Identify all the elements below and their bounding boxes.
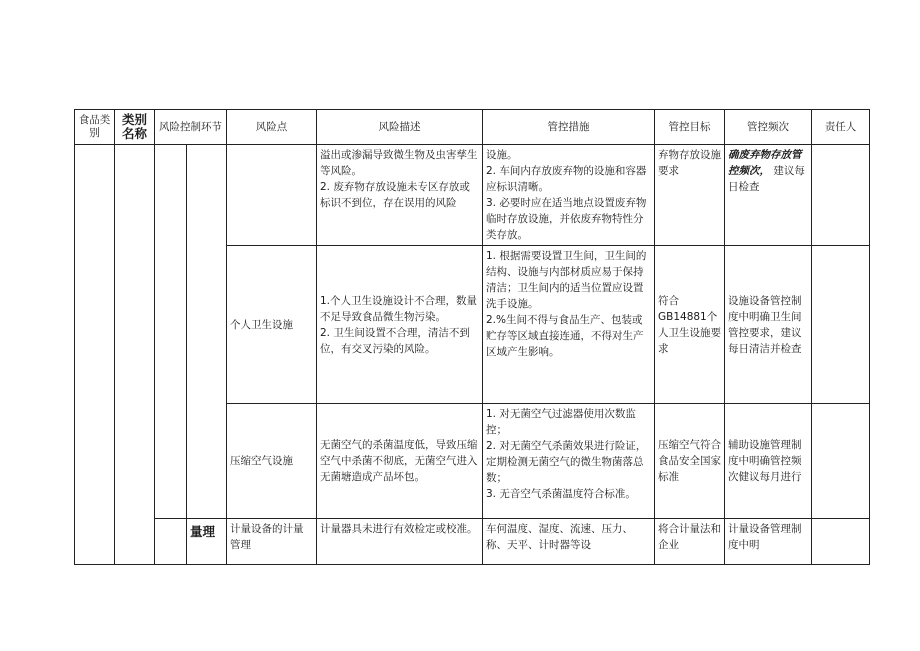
control-measures-cell: 1. 对无菌空气过滤器使用次数监控； 2. 对无菌空气杀菌效果进行险证，定期检测无菌空气的微生物菌落总数； 3. 无音空气杀菌温度符合标准。 [483,404,655,519]
control-frequency-cell: 计量设备管理制度中明 [725,519,812,565]
frequency-text: 建议每日检查 [728,165,805,193]
control-frequency-cell: 辅助设施管理制度中明确管控频次健议每月进行 [725,404,812,519]
risk-point-cell: 个人卫生设施 [227,246,317,404]
table-row [75,519,870,565]
control-target-cell: 弃物存放设施要求 [655,145,725,246]
header-category-name: 类别名称 [115,110,155,145]
risk-description-cell: 计量器具未进行有效检定或校准。 [317,519,483,565]
control-step-subcell [187,246,227,404]
header-responsible-person: 责任人 [812,110,870,145]
header-risk-point: 风险点 [227,110,317,145]
control-step-subcell: 量理 [187,519,227,565]
frequency-emphasis: 确废弃物存放管控频次， [728,149,802,177]
table-row [75,404,870,519]
control-frequency-cell [725,145,812,246]
risk-description-cell: 1.个人卫生设施设计不合理，数量不足导致食品微生物污染。 2. 卫生间设置不合理，清洁不到位，有交叉污染的风险。 [317,246,483,404]
table-row [75,246,870,404]
risk-point-cell: 压缩空气设施 [227,404,317,519]
control-frequency-cell: 设施设备管控制度中明确卫生间管控要求，建议每日清洁并检查 [725,246,812,404]
control-step-cell [155,519,187,565]
header-row [75,110,870,145]
control-target-cell: 将合计量法和企业 [655,519,725,565]
control-step-cell [155,145,187,519]
responsible-person-cell [812,145,870,246]
header-control-measures: 管控措施 [483,110,655,145]
header-control-frequency: 管控频次 [725,110,812,145]
food-category-cell [75,145,115,565]
header-risk-control-step: 风险控制环节 [155,110,227,145]
control-target-cell: 压缩空气符合食品安全国家标准 [655,404,725,519]
header-risk-description: 风险描述 [317,110,483,145]
responsible-person-cell [812,404,870,519]
category-name-cell [115,145,155,565]
risk-control-table [74,109,870,565]
control-measures-cell: 设施。 2. 车间内存放废弃物的设施和容器应标识清晰。 3. 必要时应在适当地点设置废弃物临时存放设施，并依废弃物特性分类存放。 [483,145,655,246]
control-measures-cell: 1. 根据需要设置卫生间，卫生间的结构、设施与内部材质应易于保持清洁；卫生间内的适当位置应设置洗手设施。 2.%生间不得与食品生产、包装或贮存等区域直接连通，不得对生产区域产生影响。 [483,246,655,404]
header-food-category: 食品类别 [75,110,115,145]
risk-description-cell: 无菌空气的杀菌温度低，导致压缩空气中杀菌不彻底，无菌空气进入无菌塘造成产品坏包。 [317,404,483,519]
header-control-target: 管控目标 [655,110,725,145]
responsible-person-cell [812,246,870,404]
responsible-person-cell [812,519,870,565]
control-step-subcell [187,145,227,246]
risk-point-cell: 计量设备的计量管理 [227,519,317,565]
control-target-cell: 符合GB14881个人卫生设施要求 [655,246,725,404]
control-measures-cell: 车何温度、湿度、流速、压力、称、天平、计时器等设 [483,519,655,565]
risk-point-cell [227,145,317,246]
table-row [75,145,870,246]
risk-description-cell: 溢出或渗漏导致微生物及虫害孳生等风险。 2. 废弃物存放设施未专区存放或标识不到位，存在误用的风险 [317,145,483,246]
control-step-subcell [187,404,227,519]
